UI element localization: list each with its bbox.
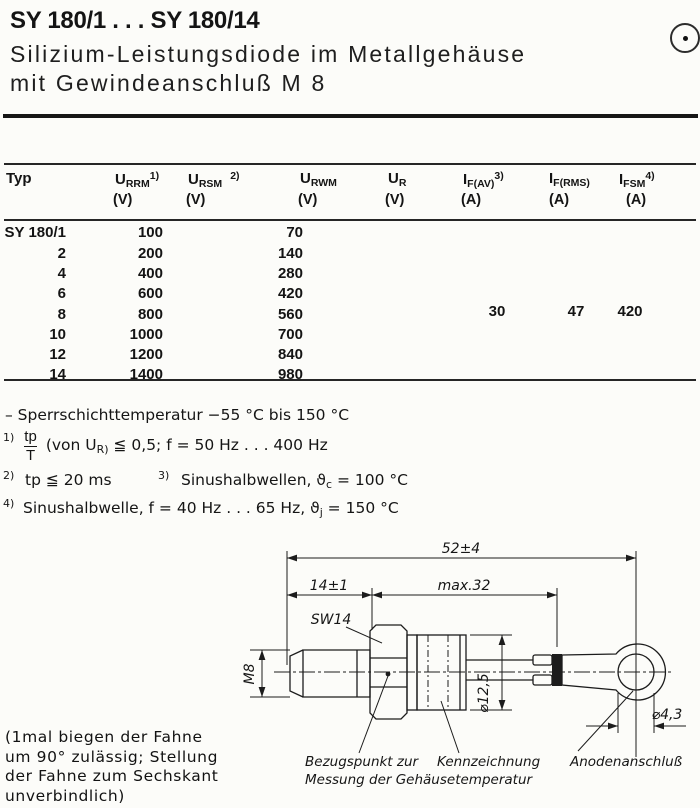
title-divider [3, 114, 698, 118]
table-row [0, 265, 700, 281]
symbol: I [463, 171, 468, 188]
crimp-sleeve [533, 675, 552, 685]
subtitle-line-1: Silizium-Leistungsdiode im Metallgehäuse [10, 41, 527, 67]
cell-urwm: 420 [277, 285, 303, 302]
footnote-1-text [46, 436, 328, 456]
subscript: R [398, 177, 407, 189]
threaded-stud [303, 650, 370, 697]
symbol: I [549, 170, 554, 187]
junction-temperature-note: – Sperrschichttemperatur −55 °C bis 150 °C [5, 406, 350, 424]
cell-urrm-ursm: 200 [137, 245, 163, 262]
table-top-rule [4, 163, 696, 165]
crimp-sleeve [533, 655, 552, 665]
subscript: FSM [623, 178, 646, 190]
unit-urrm: (V) [113, 192, 133, 208]
dim-body-label: max.32 [437, 578, 491, 594]
cell-urwm: 700 [277, 326, 303, 343]
crimp-joint [552, 654, 562, 686]
cell-typ: 6 [57, 285, 66, 302]
cell-urrm-ursm: 400 [137, 265, 163, 282]
footnote-1-subscript: R) [96, 443, 109, 456]
marking-label: Kennzeichnung [437, 754, 541, 770]
cell-ifsm-value: 420 [617, 303, 643, 320]
subscript: RRM [125, 178, 150, 190]
footnote-1-marker: 1) [3, 431, 15, 444]
subscript: F(AV) [467, 178, 495, 190]
cell-urwm: 280 [277, 265, 303, 282]
unit-ifrms: (A) [549, 192, 570, 208]
cell-typ: 14 [49, 366, 66, 383]
cell-urrm-ursm: 1000 [129, 326, 163, 343]
cell-urrm-ursm: 1400 [129, 366, 163, 383]
anode-connection-label: Anodenanschluß [570, 754, 683, 770]
bend-note-line-2: um 90° zulässig; Stellung [5, 747, 219, 766]
anode-leader [578, 691, 633, 751]
cell-ifrms-value: 47 [567, 303, 585, 320]
body-diameter-label: ⌀12,5 [476, 673, 492, 713]
fraction-denominator: T [25, 447, 36, 464]
bend-note-line-1: (1mal biegen der Fahne [5, 728, 203, 746]
case-temperature-reference-point [386, 672, 391, 677]
cell-urwm: 840 [277, 346, 303, 363]
theta-symbol: ϑ [316, 471, 326, 489]
footnote-marker: 3) [494, 170, 504, 182]
subscript: RSM [198, 178, 223, 190]
col-header-ifav [463, 170, 504, 190]
reference-point-label-line1: Bezugspunkt zur [305, 754, 419, 770]
cell-urrm-ursm: 100 [137, 224, 163, 241]
footnote-marker: 4) [645, 170, 655, 182]
table-row [0, 224, 700, 240]
package-drawing [230, 535, 700, 808]
cell-urwm: 560 [277, 306, 303, 323]
dim-thread-label: 14±1 [309, 578, 349, 594]
footnote-4-text [23, 499, 399, 519]
symbol: U [300, 170, 311, 187]
symbol: I [619, 171, 624, 188]
cell-typ: 12 [49, 346, 66, 363]
thread-label: M8 [242, 663, 258, 685]
unit-ursm: (V) [186, 192, 206, 208]
footnote-1-rest: ≦ 0,5; f = 50 Hz . . . 400 Hz [108, 436, 328, 454]
unit-ifav: (A) [461, 192, 482, 208]
col-header-ursm [188, 170, 240, 190]
footnote-3-marker: 3) [158, 469, 170, 482]
footnote-4-label: Sinushalbwelle, f = 40 Hz . . . 65 Hz, [23, 499, 311, 517]
cell-typ: 4 [57, 265, 66, 282]
footnote-3-text [181, 471, 408, 491]
subscript: F(RMS) [553, 177, 590, 189]
footnote-3-value: = 100 °C [332, 471, 408, 489]
circle-dot-center [683, 36, 688, 41]
stud-chamfer [290, 650, 303, 697]
unit-urwm: (V) [298, 192, 318, 208]
footnote-marker: 1) [149, 170, 160, 182]
cell-typ: 8 [57, 306, 66, 323]
bend-note-line-3: der Fahne zum Sechskant [5, 767, 219, 786]
footnote-marker: 2) [230, 170, 240, 182]
fraction-numerator: tp [24, 428, 37, 445]
package-drawing-svg [230, 535, 700, 808]
bend-tab-note [5, 728, 218, 806]
tp-over-t-fraction [24, 429, 37, 463]
table-row [0, 326, 700, 342]
footnote-1-pre: (von U [45, 436, 97, 454]
theta-symbol: ϑ [310, 499, 320, 517]
cell-urwm: 70 [286, 224, 303, 241]
unit-ifsm: (A) [626, 192, 647, 208]
symbol: U [115, 171, 126, 188]
footnote-1 [3, 429, 328, 463]
cell-urwm: 980 [277, 366, 303, 383]
reference-point-label-line2: Messung der Gehäusetemperatur [305, 772, 533, 788]
footnote-4-value: = 150 °C [322, 499, 399, 517]
symbol: U [388, 170, 399, 187]
footnote-2-marker: 2) [3, 469, 15, 482]
cell-urrm-ursm: 800 [137, 306, 163, 323]
table-row [0, 245, 700, 261]
wrench-size-label: SW14 [310, 612, 352, 628]
footnote-3-label: Sinushalbwellen, [181, 471, 317, 489]
marking-leader [441, 701, 459, 753]
cell-typ: 10 [49, 326, 66, 343]
footnote-2-text: tp ≦ 20 ms [25, 471, 112, 489]
cell-ifav-value: 30 [488, 303, 506, 320]
dim-overall-label: 52±4 [441, 541, 481, 557]
cell-urrm-ursm: 600 [137, 285, 163, 302]
theta-subscript: j [319, 506, 323, 519]
col-header-urrm [115, 170, 159, 190]
table-row [0, 346, 700, 362]
bend-note-line-4: unverbindlich) [5, 786, 125, 805]
page-title: SY 180/1 . . . SY 180/14 [10, 7, 260, 34]
circle-dot-icon [670, 23, 700, 53]
cell-urrm-ursm: 1200 [129, 346, 163, 363]
col-header-ifrms [549, 170, 590, 189]
cell-typ: 2 [57, 245, 66, 262]
cell-typ: SY 180/1 [4, 224, 66, 241]
subtitle-line-2: mit Gewindeanschluß M 8 [10, 70, 327, 96]
footnote-4-marker: 4) [3, 497, 15, 510]
wrench-leader-line [346, 627, 382, 643]
table-row [0, 366, 700, 382]
symbol: U [188, 171, 199, 188]
subscript: RWM [310, 177, 337, 189]
hole-diameter-label: ⌀4,3 [651, 707, 683, 723]
col-header-ifsm [619, 170, 655, 190]
unit-ur: (V) [385, 192, 405, 208]
page-subtitle [10, 40, 526, 98]
cell-urwm: 140 [277, 245, 303, 262]
col-header-ur [388, 170, 406, 189]
col-header-typ: Typ [6, 170, 32, 187]
table-row [0, 285, 700, 301]
theta-subscript: c [326, 478, 333, 491]
table-header-rule [4, 219, 696, 221]
col-header-urwm [300, 170, 337, 189]
